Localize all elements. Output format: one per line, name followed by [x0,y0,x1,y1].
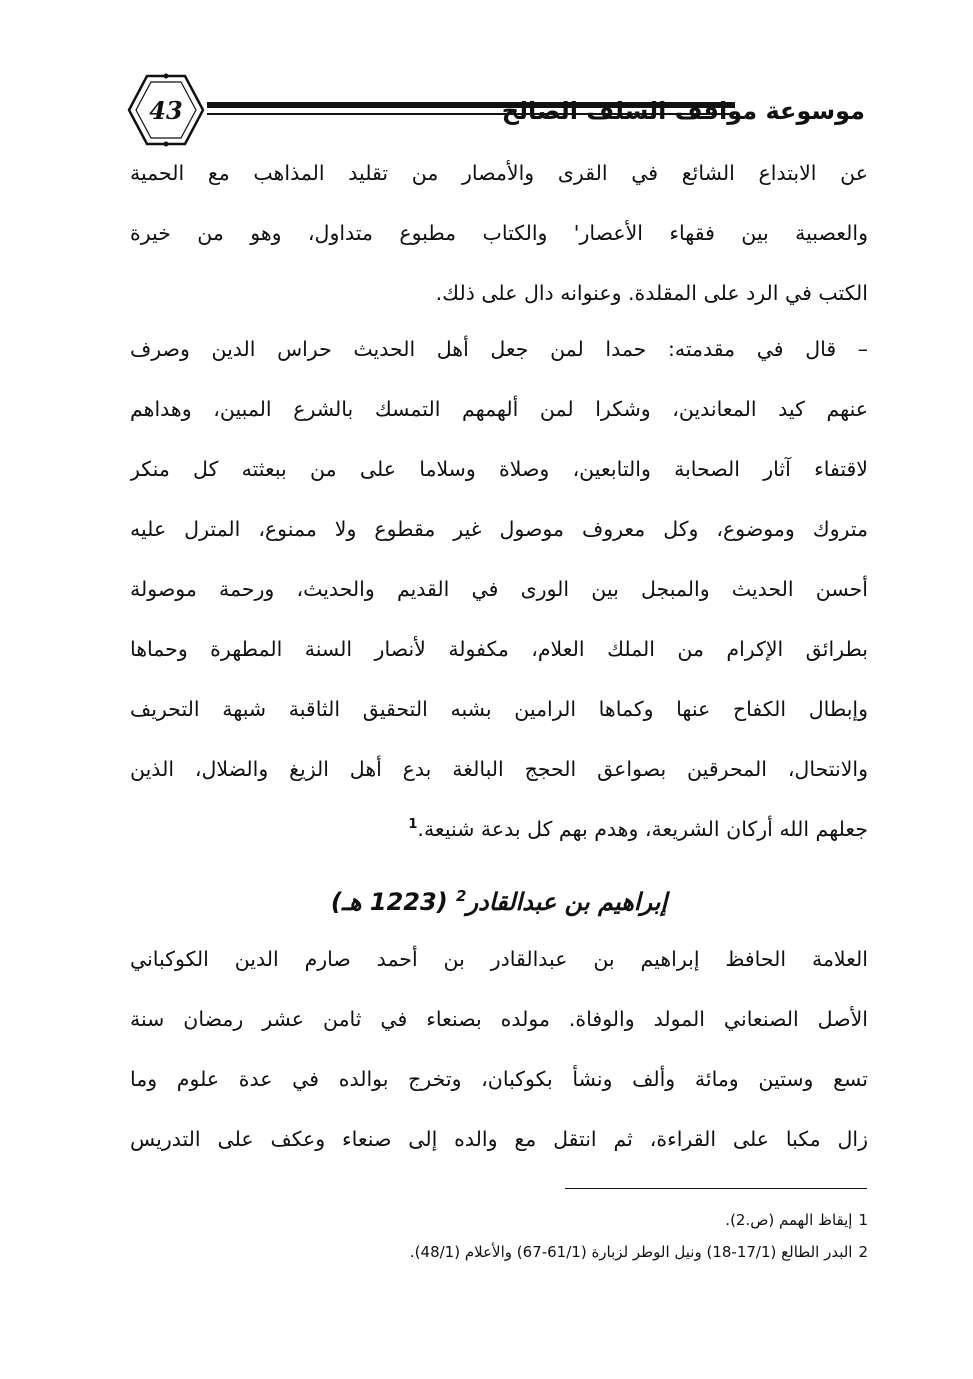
footnote-text: البدر الطالع (17/1-18) ونيل الوطر لزبارة (61/1-67) والأعلام (48/1). [409,1243,853,1261]
heading-date: (1223 هـ) [330,888,448,916]
text-line: عنهم كيد المعاندين، وشكرا لمن ألهمهم التمسك بالشرع المبين، وهداهم [130,397,868,421]
footnote [130,1204,868,1236]
page-number-badge [125,72,207,148]
text-line: والانتحال، المحرقين بصواعق الحجج البالغة بدع أهل الزيغ والضلال، الذين [130,757,868,781]
paragraph-quote [130,319,868,859]
footnote-ref: 1 [408,817,418,833]
footnote-number: 2 [858,1243,868,1261]
heading-name: إبراهيم بن عبدالقادر [466,888,668,916]
text-line: زال مكبا على القراءة، ثم انتقل مع والده إلى صنعاء وعكف على التدريس [130,1127,868,1151]
text-line: بطرائق الإكرام من الملك العلام، مكفولة لأنصار السنة المطهرة وحماها [130,637,868,661]
text-line: – قال في مقدمته: حمدا لمن جعل أهل الحديث حراس الدين وصرف [130,337,868,361]
page-header [125,72,865,148]
section-heading [130,872,868,932]
text-line: متروك وموضوع، وكل معروف موصول غير مقطوع ولا ممنوع، المترل عليه [130,517,868,541]
text-line: أحسن الحديث والمبجل بين الورى في القديم والحديث، ورحمة موصولة [130,577,868,601]
text-line: عن الابتداع الشائع في القرى والأمصار من تقليد المذاهب مع الحمية [130,161,868,185]
footnote-text: إيقاظ الهمم (ص.2). [725,1211,853,1229]
footnote-ref: 2 [456,887,467,905]
footnote [130,1236,868,1268]
text-line: العلامة الحافظ إبراهيم بن عبدالقادر بن أحمد صارم الدين الكوكباني [130,947,868,971]
footnote-separator [565,1188,867,1189]
text-line: تسع وستين ومائة وألف ونشأ بكوكبان، وتخرج بوالده في عدة علوم وما [130,1067,868,1091]
paragraph-biography [130,929,868,1169]
series-title: موسوعة مواقف السلف الصالح [501,97,865,125]
footnotes [130,1204,868,1268]
text-line: والعصبية بين فقهاء الأعصار' والكتاب مطبوع متداول، وهو من خيرة [130,221,868,245]
text-line-with-ref [130,799,868,859]
text-line: لاقتفاء آثار الصحابة والتابعين، وصلاة وسلاما على من ببعثته كل منكر [130,457,868,481]
text-line: وإبطال الكفاح عنها وكماها الرامين بشبه التحقيق الثاقبة شبهة التحريف [130,697,868,721]
text-line: الكتب في الرد على المقلدة. وعنوانه دال على ذلك. [435,281,868,305]
text-line: جعلهم الله أركان الشريعة، وهدم بهم كل بدعة شنيعة. [417,817,868,841]
paragraph-intro [130,143,868,323]
footnote-number: 1 [858,1211,868,1229]
text-line: الأصل الصنعاني المولد والوفاة. مولده بصنعاء في ثامن عشر رمضان سنة [130,1007,868,1031]
page-number: 43 [149,95,183,125]
